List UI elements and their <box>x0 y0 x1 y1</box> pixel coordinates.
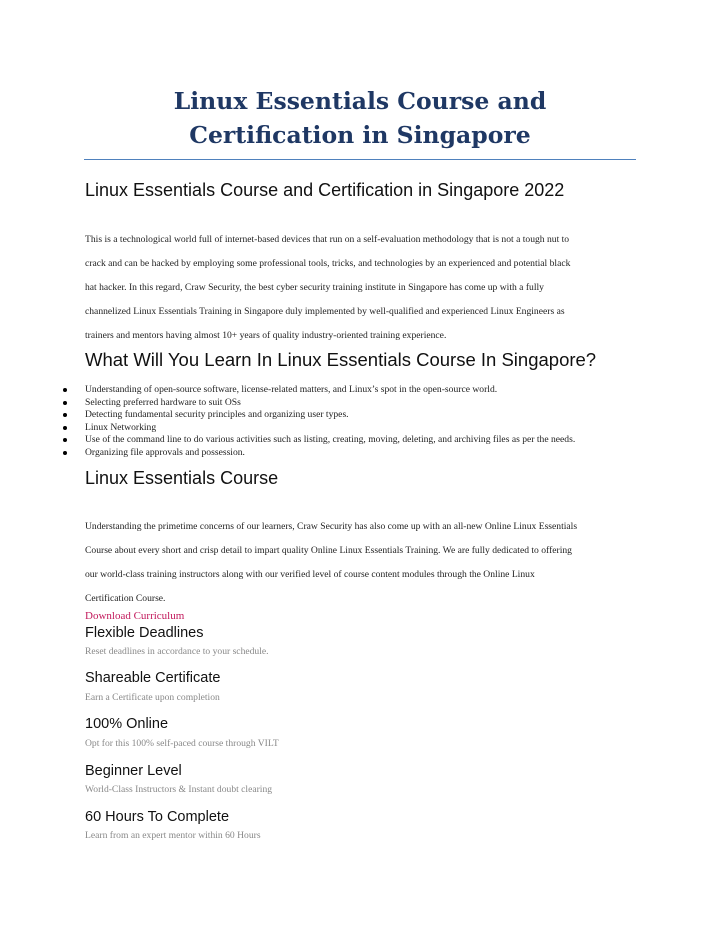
feature-title: 100% Online <box>85 716 169 732</box>
learn-heading: What Will You Learn In Linux Essentials Course In Singapore? <box>85 349 597 370</box>
download-curriculum-link[interactable]: Download Curriculum <box>85 610 185 622</box>
course-heading: Linux Essentials Course <box>85 468 279 488</box>
feature-title: Flexible Deadlines <box>85 625 204 641</box>
list-item <box>60 434 575 447</box>
feature-description: Reset deadlines in accordance to your schedule. <box>85 646 269 657</box>
list-item-text: Selecting preferred hardware to suit OSs <box>85 396 241 408</box>
bullet-icon <box>63 388 67 392</box>
list-item-text: Understanding of open-source software, license-related matters, and Linux’s spot in the open-source world. <box>85 384 498 395</box>
bullet-icon <box>63 401 67 405</box>
list-item-text: Detecting fundamental security principles and organizing user types. <box>85 409 349 421</box>
title-line-1: Linux Essentials Course and <box>173 87 547 115</box>
list-item <box>60 384 575 397</box>
intro-line: crack and can be hacked by employing some professional tools, tricks, and technologies by an experienced and potential black <box>85 257 571 269</box>
list-item-text: Linux Networking <box>85 421 157 433</box>
course-paragraph <box>85 515 630 611</box>
course-line: Understanding the primetime concerns of our learners, Craw Security has also come up with an all-new Online Linux Essentials <box>85 521 578 532</box>
bullet-icon <box>63 451 67 455</box>
document-title <box>84 84 636 152</box>
intro-line: channelized Linux Essentials Training in Singapore duly implemented by well-qualified and experienced Linux Engineers as <box>85 305 565 317</box>
feature-title: Beginner Level <box>85 763 182 779</box>
course-line: Course about every short and crisp detail to impart quality Online Linux Essentials Training. We are fully dedicated to offering <box>85 544 572 556</box>
title-line-2: Certification in Singapore <box>189 121 531 149</box>
intro-line: hat hacker. In this regard, Craw Security, the best cyber security training institute in Singapore has come up with a fully <box>85 281 544 293</box>
intro-line: trainers and mentors having almost 10+ years of quality industry-oriented training experience. <box>85 329 447 341</box>
intro-paragraph <box>85 228 630 348</box>
list-item-text: Use of the command line to do various activities such as listing, creating, moving, deleting, and archiving files as per the needs. <box>85 434 576 446</box>
title-underline-rule <box>84 159 636 160</box>
bullet-icon <box>63 413 67 417</box>
bullet-icon <box>63 438 67 442</box>
intro-line: This is a technological world full of internet-based devices that run on a self-evaluation methodology that is not a tough nut to <box>85 234 570 245</box>
list-item <box>60 409 575 422</box>
feature-description: Earn a Certificate upon completion <box>85 692 220 703</box>
feature-title: Shareable Certificate <box>85 670 221 686</box>
list-item <box>60 447 575 460</box>
bullet-icon <box>63 426 67 430</box>
course-line: Certification Course. <box>85 592 166 604</box>
feature-description: Opt for this 100% self-paced course through VILT <box>85 738 279 749</box>
list-item <box>60 397 575 410</box>
feature-description: Learn from an expert mentor within 60 Hours <box>85 830 261 841</box>
feature-title: 60 Hours To Complete <box>85 809 230 825</box>
feature-description: World-Class Instructors & Instant doubt clearing <box>85 784 273 795</box>
list-item-text: Organizing file approvals and possession. <box>85 446 245 458</box>
list-item <box>60 422 575 435</box>
learn-list <box>60 384 575 460</box>
course-line: our world-class training instructors along with our verified level of course content modules through the Online Linux <box>85 568 535 580</box>
subtitle-heading: Linux Essentials Course and Certification in Singapore 2022 <box>85 180 565 200</box>
